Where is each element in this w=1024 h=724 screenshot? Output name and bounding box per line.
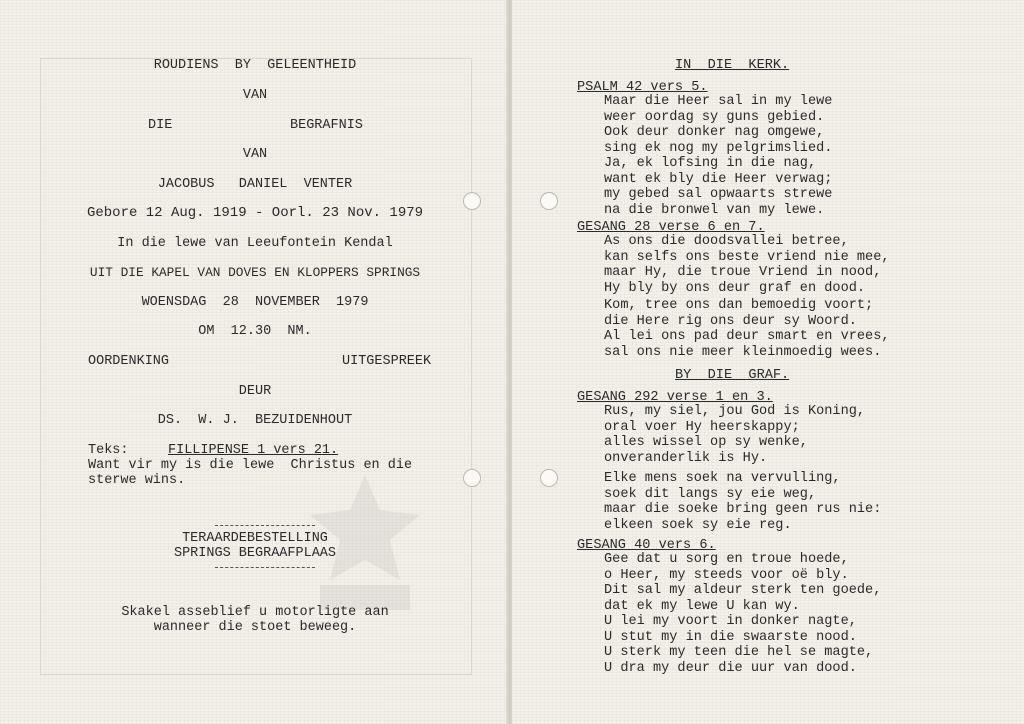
service-time: OM 12.30 NM. [198,324,312,339]
procession-note-2: wanneer die stoet beweeg. [153,620,357,635]
service-title: ROUDIENS BY GELEENTHEID [153,58,357,73]
title-die: DIE [148,118,173,133]
scripture-reference: FILLIPENSE 1 vers 21. [168,443,339,458]
psalm-42-text: Maar die Heer sal in my lewe weer oordag sy guns gebied. Ook deur donker nag omgewe, sing ek nog my pelgrimslied. Ja, ek lofsing in die nag, want ek bly die Heer verwag; my gebed sal opwaarts strewe na die bronwel van my lewe. [604,94,833,218]
service-date: WOENSDAG 28 NOVEMBER 1979 [141,295,369,310]
grave-heading: BY DIE GRAF. [675,368,790,383]
oordenking-label: OORDENKING [88,354,170,369]
gesang-28-title: GESANG 28 verse 6 en 7. [577,220,765,235]
procession-note-1: Skakel asseblief u motorligte aan [121,605,389,620]
venue-line: UIT DIE KAPEL VAN DOVES EN KLOPPERS SPRINGS [89,265,421,280]
residence-line: In die lewe van Leeufontein Kendal [117,236,393,251]
gesang-292-verse-1: Rus, my siel, jou God is Koning, oral voer Hy heerskappy; alles wissel op sy wenke, onveranderlik is Hy. [604,404,866,466]
title-begrafnis: BEGRAFNIS [290,118,363,133]
gesang-28-verse-2: Kom, tree ons dan bemoedig voort; die Here rig ons deur sy Woord. Al lei ons pad deur smart en vrees, sal ons nie meer kleinmoedig wees. [604,298,890,360]
scripture-line-1: Want vir my is die lewe Christus en die [88,458,413,473]
gesang-28-verse-1: As ons die doodsvallei betree, kan selfs ons beste vriend nie mee, maar Hy, die troue Vriend in nood, Hy bly by ons deur graf en dood. [604,234,890,296]
title-van: VAN [242,88,268,103]
gesang-292-verse-2: Elke mens soek na vervulling, soek dit langs sy eie weg, maar die soeke bring geen rus nie: elkeen soek sy eie reg. [604,471,882,533]
text-label: Teks: [88,443,129,458]
punch-hole [540,192,558,210]
deur-label: DEUR [238,384,272,399]
psalm-42-title: PSALM 42 vers 5. [577,80,708,95]
divider [215,567,315,568]
burial-heading: TERAARDEBESTELLING [182,531,328,546]
punch-hole [540,469,558,487]
gesang-40-text: Gee dat u sorg en troue hoede, o Heer, my steeds voor oë bly. Dit sal my aldeur sterk ten goede, dat ek my lewe U kan wy. U lei my voort in donker nagte, U stut my in die swaarste nood. U sterk my teen die hel se magte, U dra my deur die uur van dood. [604,552,882,676]
minister-name: DS. W. J. BEZUIDENHOUT [157,413,353,428]
life-dates: Gebore 12 Aug. 1919 - Oorl. 23 Nov. 1979 [86,205,424,221]
punch-hole [463,469,481,487]
church-heading: IN DIE KERK. [675,58,790,73]
deceased-name: JACOBUS DANIEL VENTER [157,177,353,192]
title-van-2: VAN [242,147,268,162]
gesang-40-title: GESANG 40 vers 6. [577,538,716,553]
cemetery-name: SPRINGS BEGRAAFPLAAS [173,546,337,561]
gesang-292-title: GESANG 292 verse 1 en 3. [577,390,773,405]
divider [215,525,315,526]
uitgespreek-label: UITGESPREEK [342,354,432,369]
scripture-line-2: sterwe wins. [88,473,186,488]
